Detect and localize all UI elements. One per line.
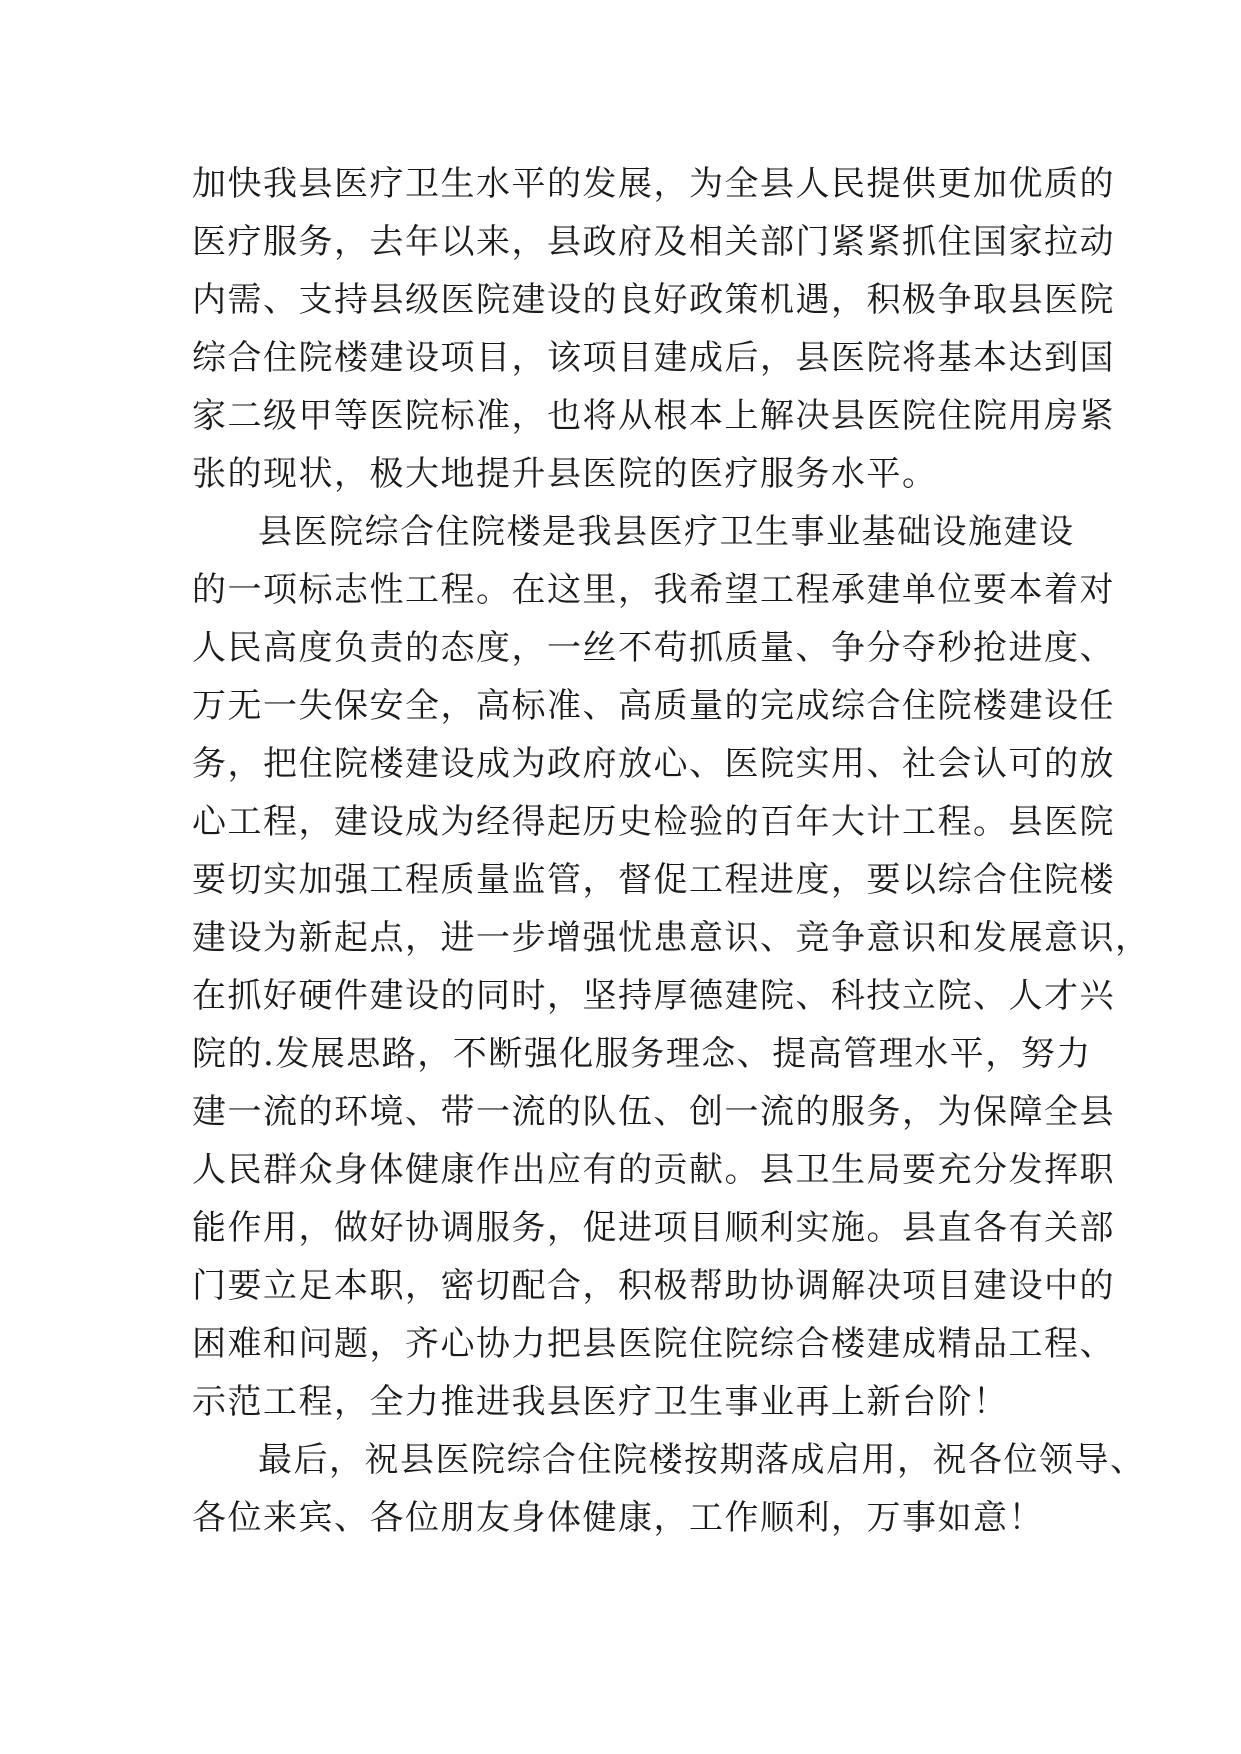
- text-line: 人民高度负责的态度，一丝不苟抓质量、争分夺秒抢进度、: [192, 628, 1115, 668]
- text-line: 张的现状，极大地提升县医院的医疗服务水平。: [192, 454, 938, 494]
- text-line: 县医院综合住院楼是我县医疗卫生事业基础设施建设: [258, 512, 1075, 552]
- text-line: 综合住院楼建设项目，该项目建成后，县医院将基本达到国: [192, 338, 1115, 378]
- text-line: 困难和问题，齐心协力把县医院住院综合楼建成精品工程、: [192, 1324, 1115, 1364]
- text-line: 院的.发展思路，不断强化服务理念、提高管理水平，努力: [192, 1034, 1092, 1074]
- document-body: [192, 155, 1151, 1547]
- text-line: 示范工程，全力推进我县医疗卫生事业再上新台阶！: [192, 1382, 1009, 1422]
- text-line: 内需、支持县级医院建设的良好政策机遇，积极争取县医院: [192, 280, 1115, 320]
- text-line: 建一流的环境、带一流的队伍、创一流的服务，为保障全县: [192, 1092, 1115, 1132]
- text-line: 医疗服务，去年以来，县政府及相关部门紧紧抓住国家拉动: [192, 222, 1115, 262]
- text-line: 家二级甲等医院标准，也将从根本上解决县医院住院用房紧: [192, 396, 1115, 436]
- text-line: 的一项标志性工程。在这里，我希望工程承建单位要本着对: [192, 570, 1115, 610]
- text-line: 务，把住院楼建设成为政府放心、医院实用、社会认可的放: [192, 744, 1115, 784]
- text-line: 人民群众身体健康作出应有的贡献。县卫生局要充分发挥职: [192, 1150, 1115, 1190]
- text-line: 最后，祝县医院综合住院楼按期落成启用，祝各位领导、: [258, 1440, 1146, 1480]
- text-line: 在抓好硬件建设的同时，坚持厚德建院、科技立院、人才兴: [192, 976, 1115, 1016]
- paragraph-1: [192, 155, 1115, 503]
- text-line: 加快我县医疗卫生水平的发展，为全县人民提供更加优质的: [192, 164, 1115, 204]
- text-line: 要切实加强工程质量监管，督促工程进度，要以综合住院楼: [192, 860, 1115, 900]
- text-line: 各位来宾、各位朋友身体健康，工作顺利，万事如意！: [192, 1498, 1044, 1538]
- text-line: 建设为新起点，进一步增强忧患意识、竞争意识和发展意识，: [192, 918, 1151, 958]
- text-line: 万无一失保安全，高标准、高质量的完成综合住院楼建设任: [192, 686, 1115, 726]
- text-line: 能作用，做好协调服务，促进项目顺利实施。县直各有关部: [192, 1208, 1115, 1248]
- paragraph-2: [192, 503, 1151, 1431]
- text-line: 心工程，建设成为经得起历史检验的百年大计工程。县医院: [192, 802, 1115, 842]
- paragraph-3: [192, 1431, 1146, 1547]
- text-line: 门要立足本职，密切配合，积极帮助协调解决项目建设中的: [192, 1266, 1115, 1306]
